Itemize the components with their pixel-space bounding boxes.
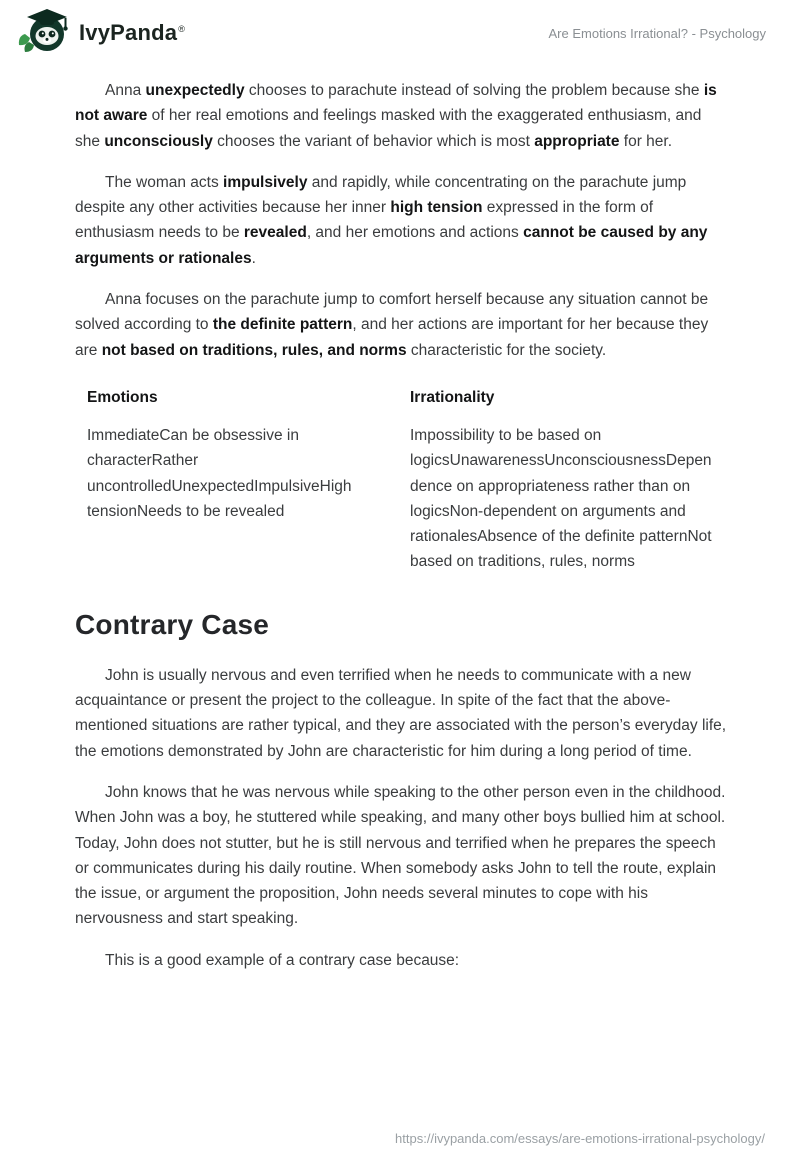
emotions-irrationality-table (87, 389, 728, 575)
paragraph: The woman acts impulsively and rapidly, while concentrating on the parachute jump despite any other activities because her inner high tension expressed in the form of enthusiasm needs to be revealed, and her emotions and actions cannot be caused by any arguments or rationales. (75, 173, 708, 267)
paragraph: John knows that he was nervous while speaking to the other person even in the childhood. When John was a boy, he stuttered while speaking, and many other boys bullied him at school. Today, John does not stutter, but he is still nervous and terrified when he prepares the speech or communicates during his daily routine. When somebody asks John to tell the route, explain the issue, or argument the proposition, John needs several minutes to cope with his nervousness and start speaking. (75, 783, 726, 928)
table-column-content: ImmediateCan be obsessive in characterRather uncontrolledUnexpectedImpulsiveHigh tensionNeeds to be revealed (87, 426, 352, 520)
table-column-header: Emotions (87, 388, 158, 406)
document-content (75, 78, 728, 973)
registered-mark: ® (178, 23, 186, 34)
brand-name: IvyPanda® (79, 20, 186, 45)
ivypanda-logo-icon (18, 7, 70, 60)
paragraph: John is usually nervous and even terrified when he needs to communicate with a new acquaintance or present the project to the colleague. In spite of the fact that the above-mentioned situations are rather typical, and they are associated with the person’s everyday life, the emotions demonstrated by John are characteristic for him during a long period of time. (75, 666, 727, 760)
section-heading-contrary-case: Contrary Case (75, 608, 270, 640)
table-column-header: Irrationality (410, 388, 495, 406)
footer-source-url: https://ivypanda.com/essays/are-emotions-irrational-psychology/ (395, 1131, 765, 1146)
table-column-emotions (87, 389, 383, 575)
table-column-irrationality (410, 389, 712, 575)
paragraph: This is a good example of a contrary case because: (105, 951, 460, 969)
header-doc-title: Are Emotions Irrational? - Psychology (548, 25, 766, 41)
page-header (0, 0, 800, 62)
table-column-content: Impossibility to be based on logicsUnawarenessUnconsciousnessDependence on appropriateness rather than on logicsNon-dependent on arguments and rationalesAbsence of the definite patternNot based on traditions, rules, norms (410, 426, 712, 571)
paragraph: Anna focuses on the parachute jump to comfort herself because any situation cannot be solved according to the definite pattern, and her actions are important for her because they are not based on traditions, rules, and norms characteristic for the society. (75, 291, 709, 359)
ivypanda-brand (18, 7, 185, 60)
paragraph: Anna unexpectedly chooses to parachute instead of solving the problem because she is not aware of her real emotions and feelings masked with the exaggerated enthusiasm, and she unconsciously chooses the variant of behavior which is most appropriate for her. (75, 82, 717, 150)
